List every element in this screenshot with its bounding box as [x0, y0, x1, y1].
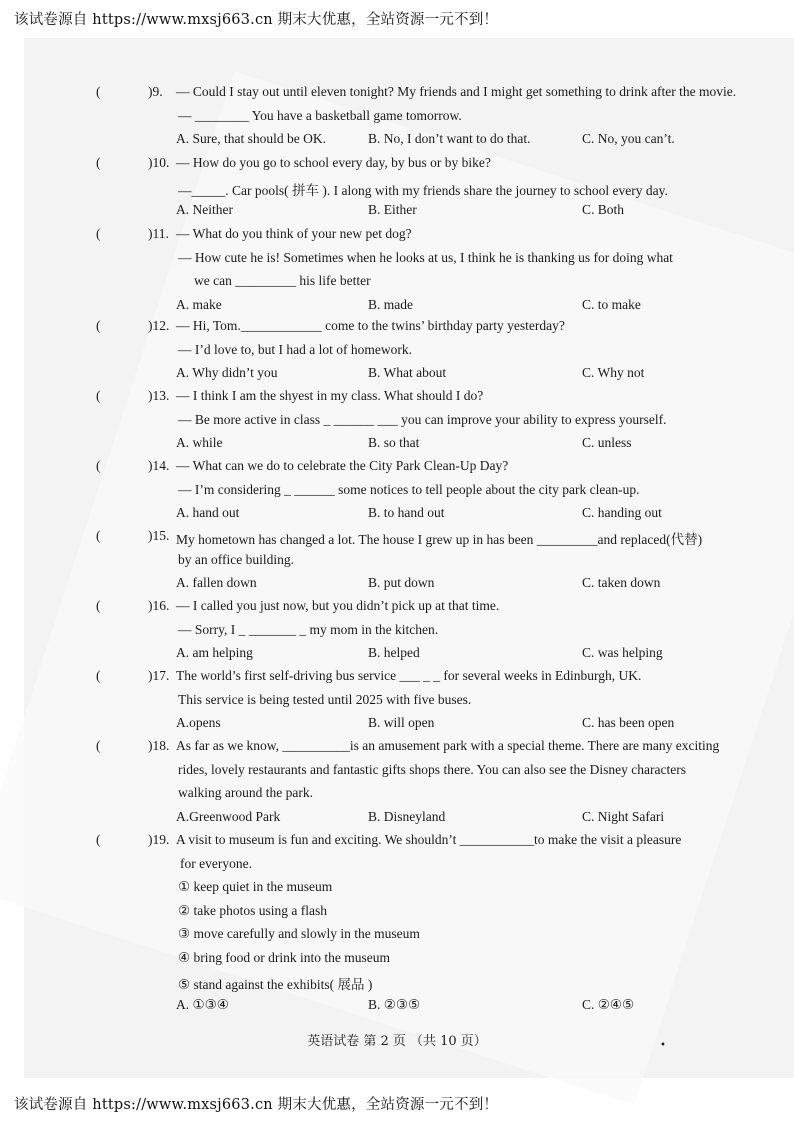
question-text-line: A visit to museum is fun and exciting. We shouldn’t ___________to make the visit a pleasure — [176, 832, 682, 847]
question-number: )16. — [148, 598, 170, 613]
question-number: )15. — [148, 528, 170, 543]
answer-bracket: ( — [96, 458, 101, 473]
option-a[interactable]: A. hand out — [176, 505, 240, 520]
question-number: )18. — [148, 738, 170, 753]
answer-bracket: ( — [96, 668, 101, 683]
option-c[interactable]: C. ②④⑤ — [582, 996, 635, 1012]
question-text-line: ④ bring food or drink into the museum — [178, 949, 390, 965]
option-a[interactable]: A. am helping — [176, 645, 253, 660]
question-number: )19. — [148, 832, 170, 847]
bottom-banner: 该试卷源自 https://www.mxsj663.cn 期末大优惠，全站资源一元不到！ — [14, 1097, 499, 1113]
answer-bracket: ( — [96, 598, 101, 613]
question-text-line: walking around the park. — [178, 785, 313, 800]
ink-dot: • — [660, 1040, 666, 1051]
answer-bracket: ( — [96, 388, 101, 403]
question-number: )17. — [148, 668, 170, 683]
option-b[interactable]: B. ②③⑤ — [368, 996, 421, 1012]
option-b[interactable]: B. helped — [368, 645, 420, 660]
option-a[interactable]: A. Sure, that should be OK. — [176, 131, 326, 146]
option-c[interactable]: C. handing out — [582, 505, 662, 520]
option-b[interactable]: B. put down — [368, 575, 435, 590]
question-text-line: — What can we do to celebrate the City Park Clean-Up Day? — [176, 458, 509, 473]
option-b[interactable]: B. to hand out — [368, 505, 445, 520]
question-text-line: ② take photos using a flash — [178, 902, 327, 918]
question-number: )13. — [148, 388, 170, 403]
top-banner: 该试卷源自 https://www.mxsj663.cn 期末大优惠，全站资源一元不到！ — [14, 12, 499, 28]
option-c[interactable]: C. taken down — [582, 575, 661, 590]
question-number: )10. — [148, 155, 170, 170]
question-text-line: — I think I am the shyest in my class. What should I do? — [176, 388, 484, 403]
question-text-line: — Could I stay out until eleven tonight? My friends and I might get something to drink after the movie. — [176, 84, 737, 99]
question-text-line: — I’m considering _ ______ some notices to tell people about the city park clean-up. — [178, 481, 640, 497]
answer-bracket: ( — [96, 832, 101, 847]
option-c[interactable]: C. was helping — [582, 645, 663, 660]
option-c[interactable]: C. to make — [582, 296, 641, 312]
answer-bracket: ( — [96, 738, 101, 753]
option-c[interactable]: C. unless — [582, 435, 632, 450]
question-text-line: — How do you go to school every day, by bus or by bike? — [176, 155, 491, 170]
option-a[interactable]: A. fallen down — [176, 575, 257, 590]
question-text-line: for everyone. — [180, 855, 252, 871]
option-b[interactable]: B. Either — [368, 202, 417, 217]
question-text-line: This service is being tested until 2025 with five buses. — [178, 691, 472, 707]
question-text-line: — Hi, Tom.____________ come to the twins’ birthday party yesterday? — [176, 318, 565, 333]
question-number: )11. — [148, 226, 169, 241]
answer-bracket: ( — [96, 155, 101, 170]
question-text-line: — I called you just now, but you didn’t pick up at that time. — [176, 598, 500, 613]
question-text-line: ① keep quiet in the museum — [178, 879, 333, 894]
option-a[interactable]: A.Greenwood Park — [176, 808, 281, 824]
answer-bracket: ( — [96, 528, 101, 543]
question-text-line: we can _________ his life better — [194, 273, 371, 288]
question-text-line: — ________ You have a basketball game tomorrow. — [178, 107, 462, 123]
option-a[interactable]: A. while — [176, 435, 223, 450]
option-c[interactable]: C. Night Safari — [582, 808, 665, 824]
option-a[interactable]: A. ①③④ — [176, 996, 229, 1012]
question-text-line: by an office building. — [178, 551, 294, 567]
option-c[interactable]: C. Why not — [582, 365, 645, 380]
question-text-line: ③ move carefully and slowly in the museum — [178, 926, 420, 941]
question-text-line: The world’s first self-driving bus service ___ _ _ for several weeks in Edinburgh, UK. — [176, 668, 642, 683]
option-a[interactable]: A. make — [176, 296, 222, 312]
option-a[interactable]: A.opens — [176, 715, 221, 730]
question-text-line: — What do you think of your new pet dog? — [176, 226, 412, 241]
option-b[interactable]: B. made — [368, 296, 413, 312]
option-c[interactable]: C. No, you can’t. — [582, 131, 675, 146]
option-b[interactable]: B. so that — [368, 435, 420, 450]
question-text-line: — Be more active in class _ ______ ___ you can improve your ability to express yourself. — [178, 411, 667, 427]
question-text-line: — I’d love to, but I had a lot of homework. — [178, 341, 412, 357]
option-b[interactable]: B. will open — [368, 715, 435, 730]
question-text-line: rides, lovely restaurants and fantastic gifts shops there. You can also see the Disney characters — [178, 761, 686, 777]
question-text-line: My hometown has changed a lot. The house I grew up in has been _________and replaced(代替) — [176, 532, 703, 547]
option-b[interactable]: B. No, I don’t want to do that. — [368, 131, 531, 146]
answer-bracket: ( — [96, 226, 101, 241]
page-footer: 英语试卷 第 2 页 （共 10 页） — [307, 1034, 487, 1049]
option-c[interactable]: C. has been open — [582, 715, 675, 730]
question-text-line: —_____. Car pools( 拼车 ). I along with my friends share the journey to school every day. — [178, 182, 668, 198]
option-a[interactable]: A. Neither — [176, 202, 233, 217]
option-c[interactable]: C. Both — [582, 202, 625, 217]
question-number: )12. — [148, 318, 170, 333]
question-text-line: ⑤ stand against the exhibits( 展品 ) — [178, 977, 373, 992]
option-b[interactable]: B. What about — [368, 365, 447, 380]
option-a[interactable]: A. Why didn’t you — [176, 365, 278, 380]
option-b[interactable]: B. Disneyland — [368, 808, 446, 824]
question-number: )14. — [148, 458, 170, 473]
question-text-line: — How cute he is! Sometimes when he looks at us, I think he is thanking us for doing what — [178, 249, 673, 265]
question-text-line: — Sorry, I _ _______ _ my mom in the kitchen. — [178, 621, 439, 637]
question-text-line: As far as we know, __________is an amusement park with a special theme. There are many exciting — [176, 738, 720, 753]
answer-bracket: ( — [96, 84, 101, 99]
answer-bracket: ( — [96, 318, 101, 333]
question-number: )9. — [148, 84, 163, 99]
